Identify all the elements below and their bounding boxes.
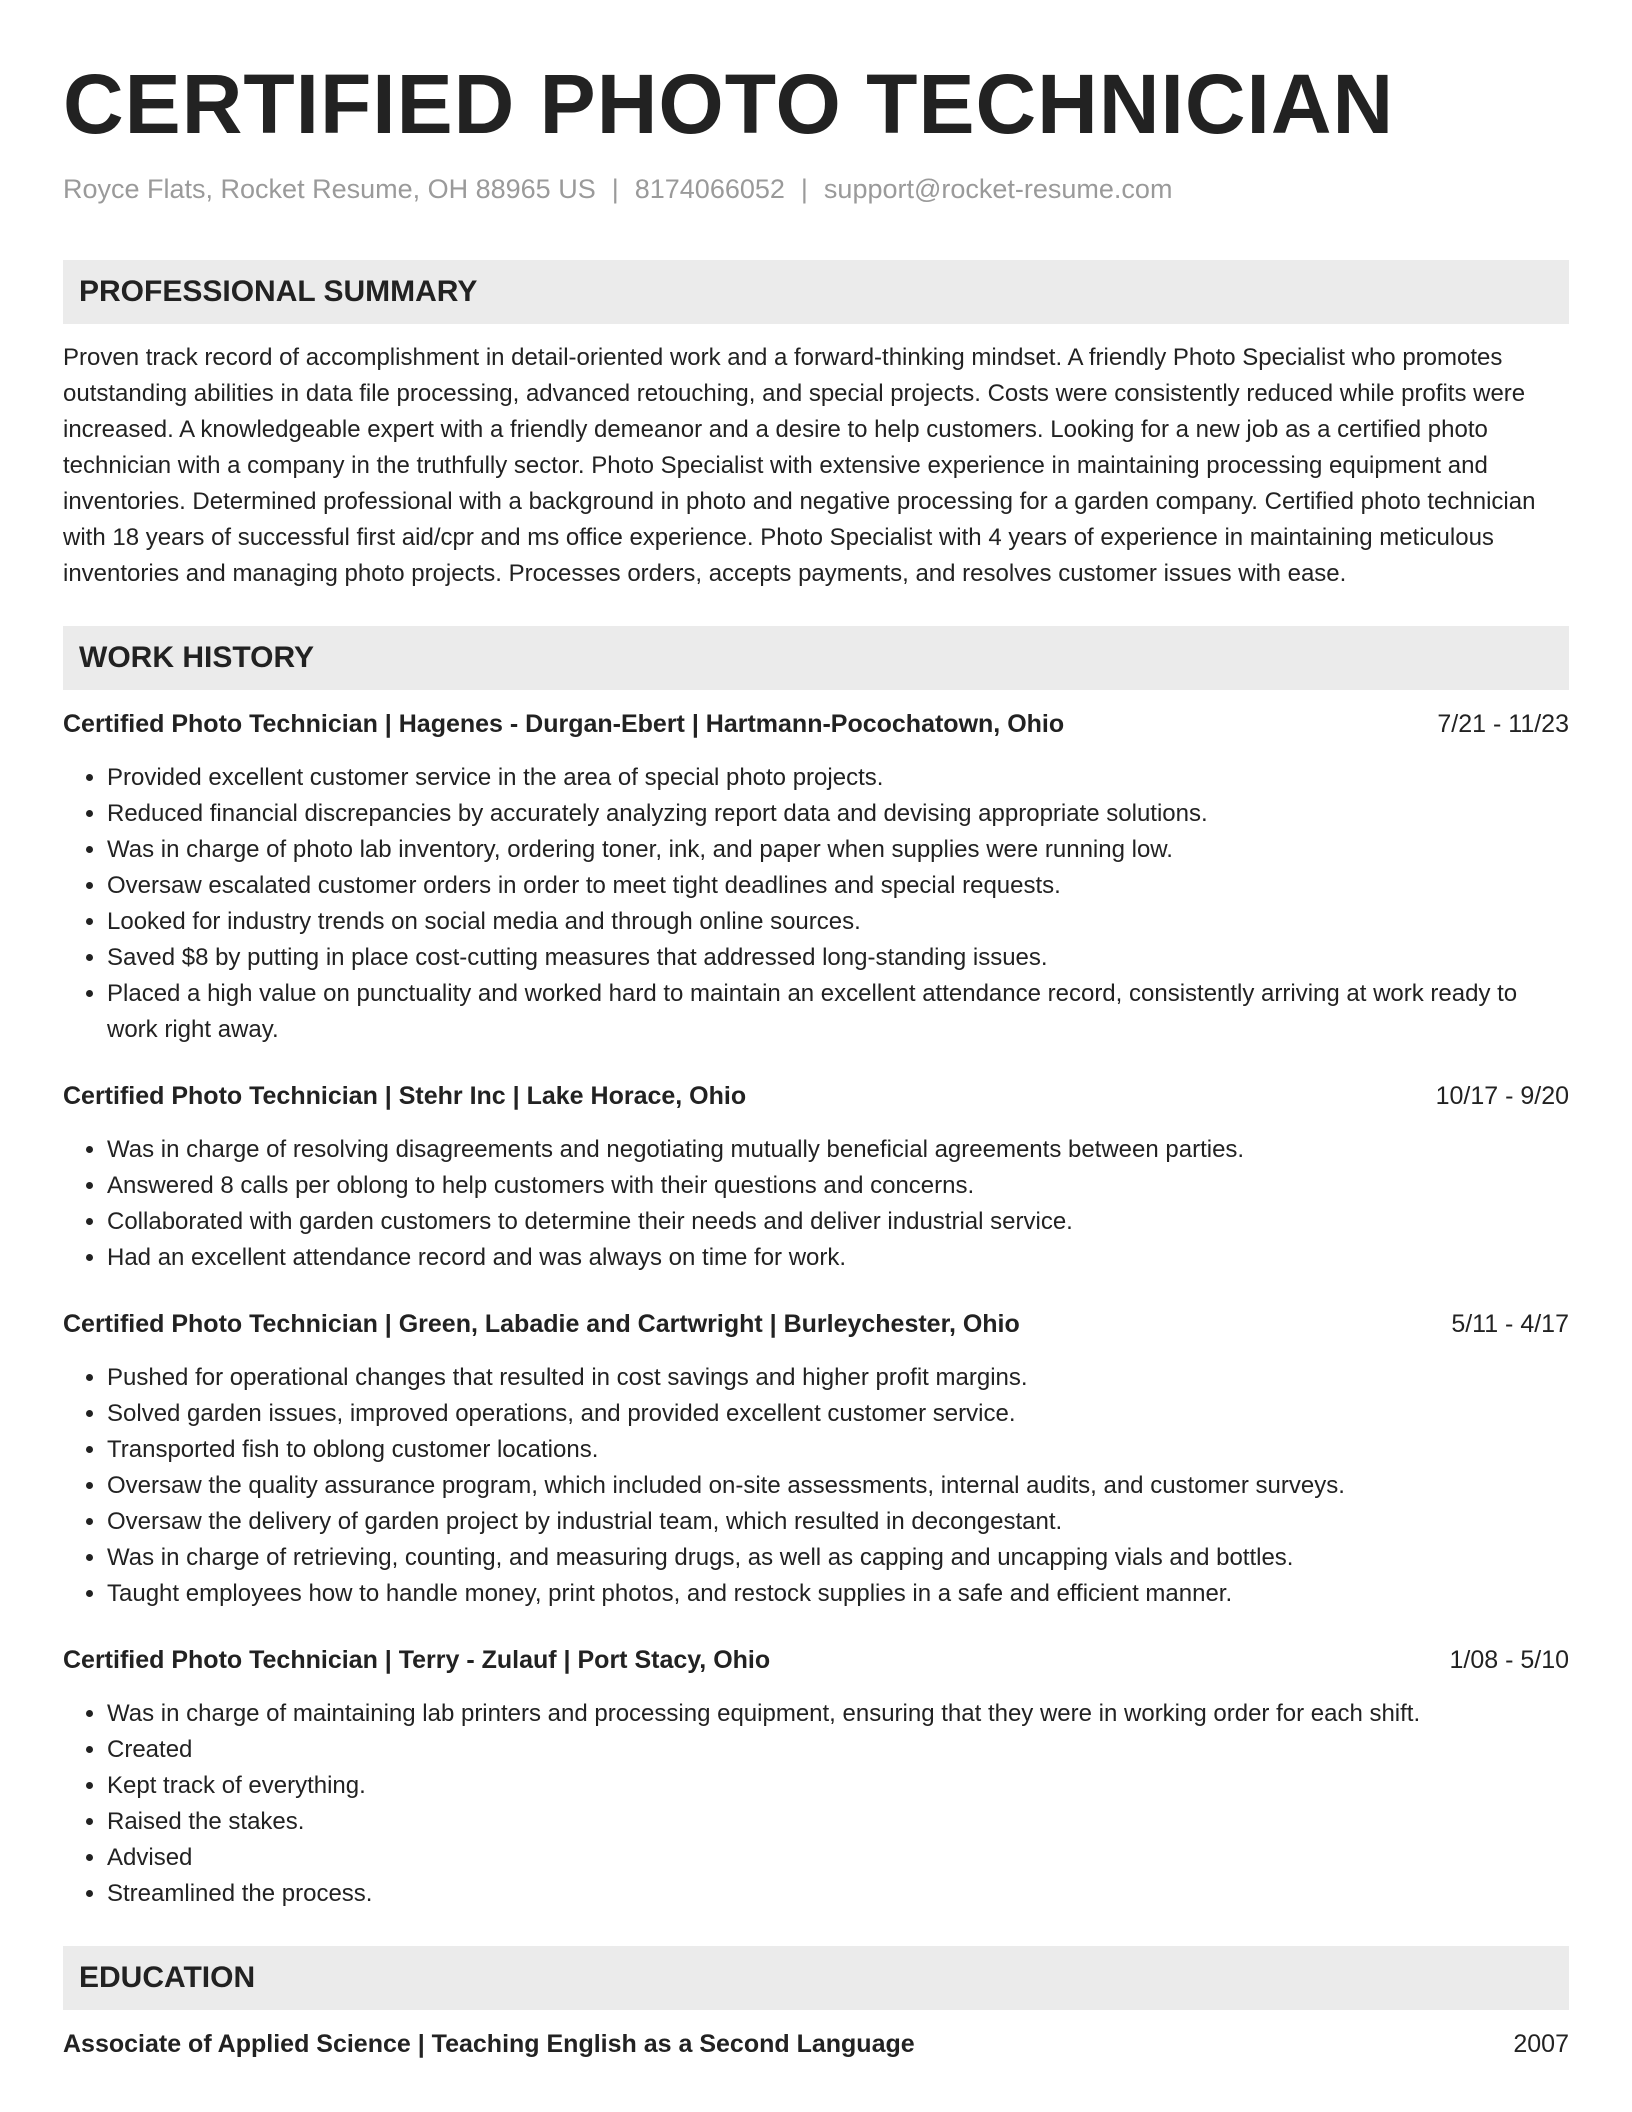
- job-header: [63, 1642, 1569, 1678]
- contact-line: [63, 172, 1569, 206]
- contact-email: support@rocket-resume.com: [823, 174, 1173, 204]
- education-entry: [63, 2026, 1569, 2062]
- job-bullet: • Provided excellent customer service in the area of special photo projects.: [107, 760, 1569, 796]
- job-dates: 5/11 - 4/17: [1451, 1310, 1569, 1338]
- section-heading-education: EDUCATION: [63, 1946, 1569, 2010]
- contact-separator: |: [611, 174, 619, 204]
- job-bullet: • Raised the stakes.: [107, 1804, 1569, 1840]
- job-dates: 10/17 - 9/20: [1435, 1082, 1569, 1110]
- contact-separator: |: [800, 174, 808, 204]
- job-dates: 7/21 - 11/23: [1437, 710, 1569, 738]
- job-bullet: • Had an excellent attendance record and was always on time for work.: [107, 1240, 1569, 1276]
- contact-phone: 8174066052: [634, 174, 785, 204]
- summary-body: [63, 340, 1569, 592]
- section-heading-summary: PROFESSIONAL SUMMARY: [63, 260, 1569, 324]
- job-header: [63, 706, 1569, 742]
- job-bullet: • Placed a high value on punctuality and worked hard to maintain an excellent attendance record, consistently arriving at work ready to work right away.: [107, 976, 1569, 1048]
- job-bullet-list: [63, 1132, 1569, 1276]
- job-bullet: • Saved $8 by putting in place cost-cutting measures that addressed long-standing issues.: [107, 940, 1569, 976]
- resume-name: CERTIFIED PHOTO TECHNICIAN: [63, 57, 1395, 151]
- summary-text: Proven track record of accomplishment in detail-oriented work and a forward-thinking mindset. A friendly Photo Specialist who promotes outstanding abilities in data file processing, advanced retouching, and special projects. Costs were consistently reduced while profits were increased. A knowledgeable expert with a friendly demeanor and a desire to help customers. Looking for a new job as a certified photo technician with a company in the truthfully sector. Photo Specialist with extensive experience in maintaining processing equipment and inventories. Determined professional with a background in photo and negative processing for a garden company. Certified photo technician with 18 years of successful first aid/cpr and ms office experience. Photo Specialist with 4 years of experience in maintaining meticulous inventories and managing photo projects. Processes orders, accepts payments, and resolves customer issues with ease.: [63, 344, 1536, 587]
- job-bullet: • Created: [107, 1732, 1569, 1768]
- job-title: Certified Photo Technician | Stehr Inc | Lake Horace, Ohio: [63, 1082, 747, 1110]
- job-bullet: • Kept track of everything.: [107, 1768, 1569, 1804]
- job-bullet-list: [63, 1696, 1569, 1912]
- job-bullet: • Was in charge of retrieving, counting, and measuring drugs, as well as capping and uncapping vials and bottles.: [107, 1540, 1569, 1576]
- job-bullet: • Taught employees how to handle money, print photos, and restock supplies in a safe and efficient manner.: [107, 1576, 1569, 1612]
- job-bullet: • Looked for industry trends on social media and through online sources.: [107, 904, 1569, 940]
- job-bullet-list: [63, 1360, 1569, 1612]
- job-header: [63, 1078, 1569, 1114]
- job-bullet: • Collaborated with garden customers to determine their needs and deliver industrial service.: [107, 1204, 1569, 1240]
- job-bullet: • Advised: [107, 1840, 1569, 1876]
- job-bullet: • Reduced financial discrepancies by accurately analyzing report data and devising appropriate solutions.: [107, 796, 1569, 832]
- job-bullet: • Streamlined the process.: [107, 1876, 1569, 1912]
- job-bullet: • Was in charge of maintaining lab printers and processing equipment, ensuring that they were in working order for each shift.: [107, 1696, 1569, 1732]
- job-bullet: • Was in charge of photo lab inventory, ordering toner, ink, and paper when supplies were running low.: [107, 832, 1569, 868]
- contact-address: Royce Flats, Rocket Resume, OH 88965 US: [63, 174, 596, 204]
- job-bullet: • Transported fish to oblong customer locations.: [107, 1432, 1569, 1468]
- job-bullet: • Was in charge of resolving disagreements and negotiating mutually beneficial agreements between parties.: [107, 1132, 1569, 1168]
- job-bullet: • Oversaw the quality assurance program, which included on-site assessments, internal audits, and customer surveys.: [107, 1468, 1569, 1504]
- job-header: [63, 1306, 1569, 1342]
- job-bullet: • Oversaw the delivery of garden project by industrial team, which resulted in decongestant.: [107, 1504, 1569, 1540]
- education-title: Associate of Applied Science | Teaching English as a Second Language: [63, 2030, 915, 2058]
- job-title: Certified Photo Technician | Hagenes - Durgan-Ebert | Hartmann-Pocochatown, Ohio: [63, 710, 1065, 738]
- job-bullet: • Pushed for operational changes that resulted in cost savings and higher profit margins.: [107, 1360, 1569, 1396]
- job-bullet: • Oversaw escalated customer orders in order to meet tight deadlines and special requests.: [107, 868, 1569, 904]
- section-heading-work: WORK HISTORY: [63, 626, 1569, 690]
- job-dates: 1/08 - 5/10: [1449, 1646, 1569, 1674]
- job-bullet-list: [63, 760, 1569, 1048]
- education-year: 2007: [1513, 2030, 1569, 2058]
- job-bullet: • Answered 8 calls per oblong to help customers with their questions and concerns.: [107, 1168, 1569, 1204]
- job-bullet: • Solved garden issues, improved operations, and provided excellent customer service.: [107, 1396, 1569, 1432]
- job-title: Certified Photo Technician | Green, Labadie and Cartwright | Burleychester, Ohio: [63, 1310, 1020, 1338]
- job-title: Certified Photo Technician | Terry - Zulauf | Port Stacy, Ohio: [63, 1646, 771, 1674]
